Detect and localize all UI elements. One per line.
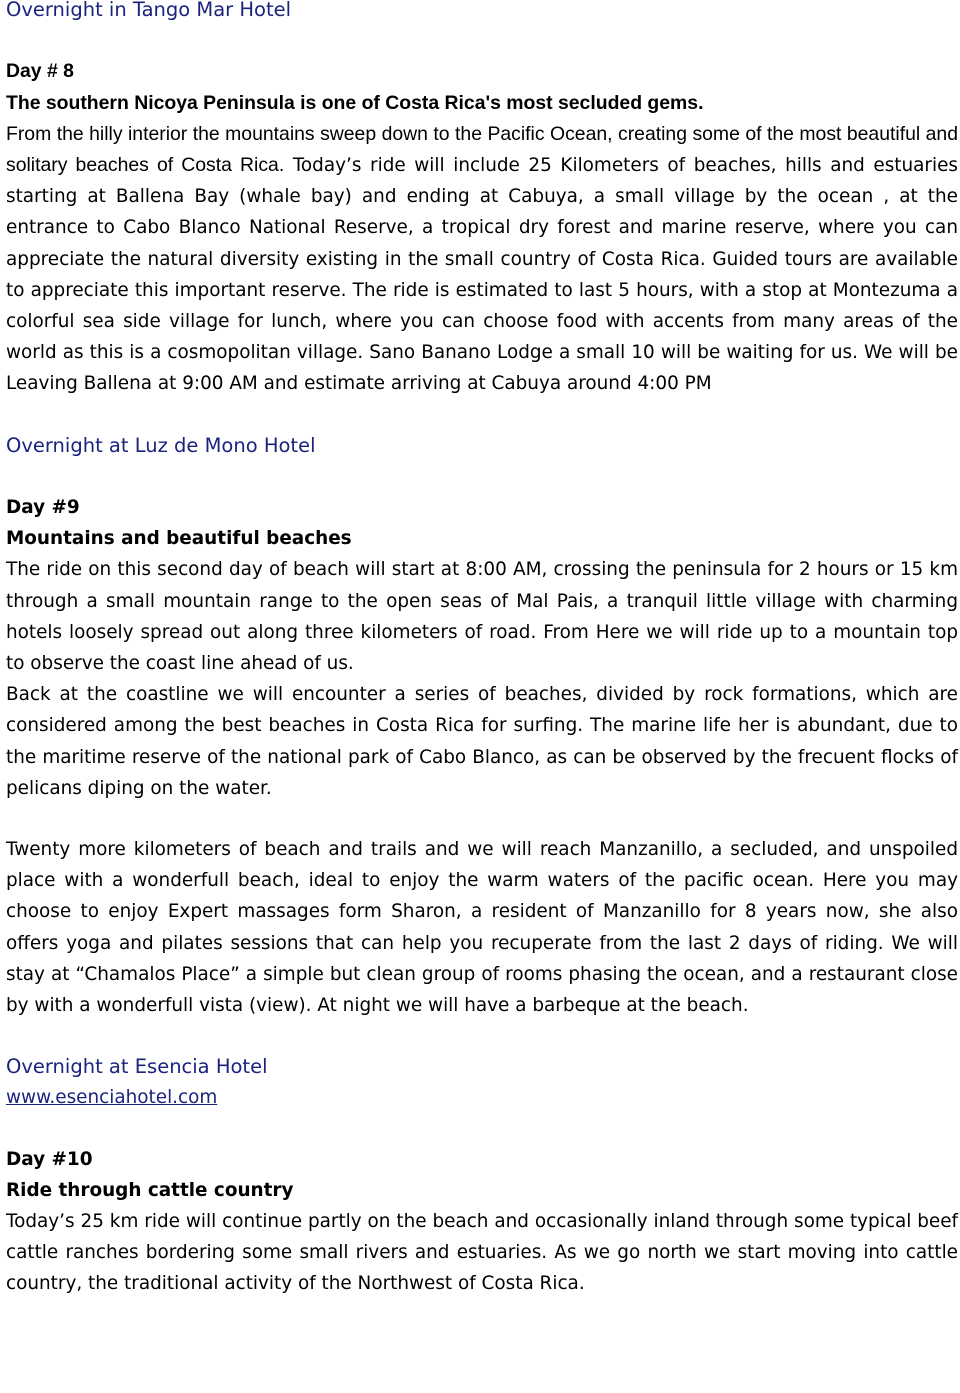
day-10-paragraph-1: Today’s 25 km ride will continue partly on the beach and occasionally inland through some typical beef cattle ranches bordering some small rivers and estuaries. As we go north we start moving into cattle country, the traditional activity of the Northwest of Costa Rica.	[6, 1211, 958, 1295]
day-8-section	[6, 56, 958, 399]
day-9-subtitle: Mountains and beautiful beaches	[6, 528, 352, 550]
overnight-luz-heading: Overnight at Luz de Mono Hotel	[6, 433, 316, 457]
day-9-paragraph-3: Twenty more kilometers of beach and trails and we will reach Manzanillo, a secluded, and unspoiled place with a wonderfull beach, ideal to enjoy the warm waters of the pacific ocean. Here you may choose to enjoy Expert massages form Sharon, a resident of Manzanillo for 8 years now, she also offers yoga and pilates sessions that can help you recuperate from the last 2 days of riding. We will stay at “Chamalos Place” a simple but clean group of rooms phasing the ocean, and a restaurant close by with a wonderfull vista (view). At night we will have a barbeque at the beach.	[6, 839, 958, 1017]
overnight-esencia-heading: Overnight at Esencia Hotel	[6, 1055, 268, 1079]
itinerary-document	[6, 0, 958, 1300]
day-8-title: Day # 8	[6, 60, 74, 83]
day-8-intro: From the hilly interior the mountains sweep down to the Pacific Ocean, creating some of the most beautiful and solitary beaches of Costa Rica.	[6, 122, 958, 176]
overnight-tango-heading: Overnight in Tango Mar Hotel	[6, 0, 292, 21]
day-9-title: Day #9	[6, 497, 80, 519]
day-8-body: Today’s ride will include 25 Kilometers of beaches, hills and estuaries starting at Ballena Bay (whale bay) and ending at Cabuya, a small village by the ocean , at the entrance to Cabo Blanco National Reserve, a tropical dry forest and marine reserve, where you can appreciate the natural diversity existing in the small country of Costa Rica. Guided tours are available to appreciate this important reserve. The ride is estimated to last 5 hours, with a stop at Montezuma a colorful sea side village for lunch, where you can choose food with accents from many areas of the world as this is a cosmopolitan village. Sano Banano Lodge a small 10 will be waiting for us. We will be Leaving Ballena at 9:00 AM and estimate arriving at Cabuya around 4:00 PM	[6, 155, 958, 395]
day-9-paragraph-1: The ride on this second day of beach will start at 8:00 AM, crossing the peninsula for 2 hours or 15 km through a small mountain range to the open seas of Mal Pais, a tranquil little village with charming hotels loosely spread out along three kilometers of road. From Here we will ride up to a mountain top to observe the coast line ahead of us.	[6, 559, 958, 675]
day-9-paragraph-2: Back at the coastline we will encounter a series of beaches, divided by rock formations, which are considered among the best beaches in Costa Rica for surfing. The marine life her is abundant, due to the maritime reserve of the national park of Cabo Blanco, as can be observed by the frecuent flocks of pelicans diping on the water.	[6, 684, 958, 799]
day-10-section	[6, 1144, 958, 1300]
day-10-subtitle: Ride through cattle country	[6, 1179, 294, 1201]
esencia-hotel-link[interactable]: www.esenciahotel.com	[6, 1087, 218, 1109]
day-10-title: Day #10	[6, 1148, 93, 1170]
day-8-subtitle: The southern Nicoya Peninsula is one of Costa Rica's most secluded gems.	[6, 91, 704, 114]
day-9-section	[6, 492, 958, 1021]
day-8-paragraph	[6, 119, 958, 400]
